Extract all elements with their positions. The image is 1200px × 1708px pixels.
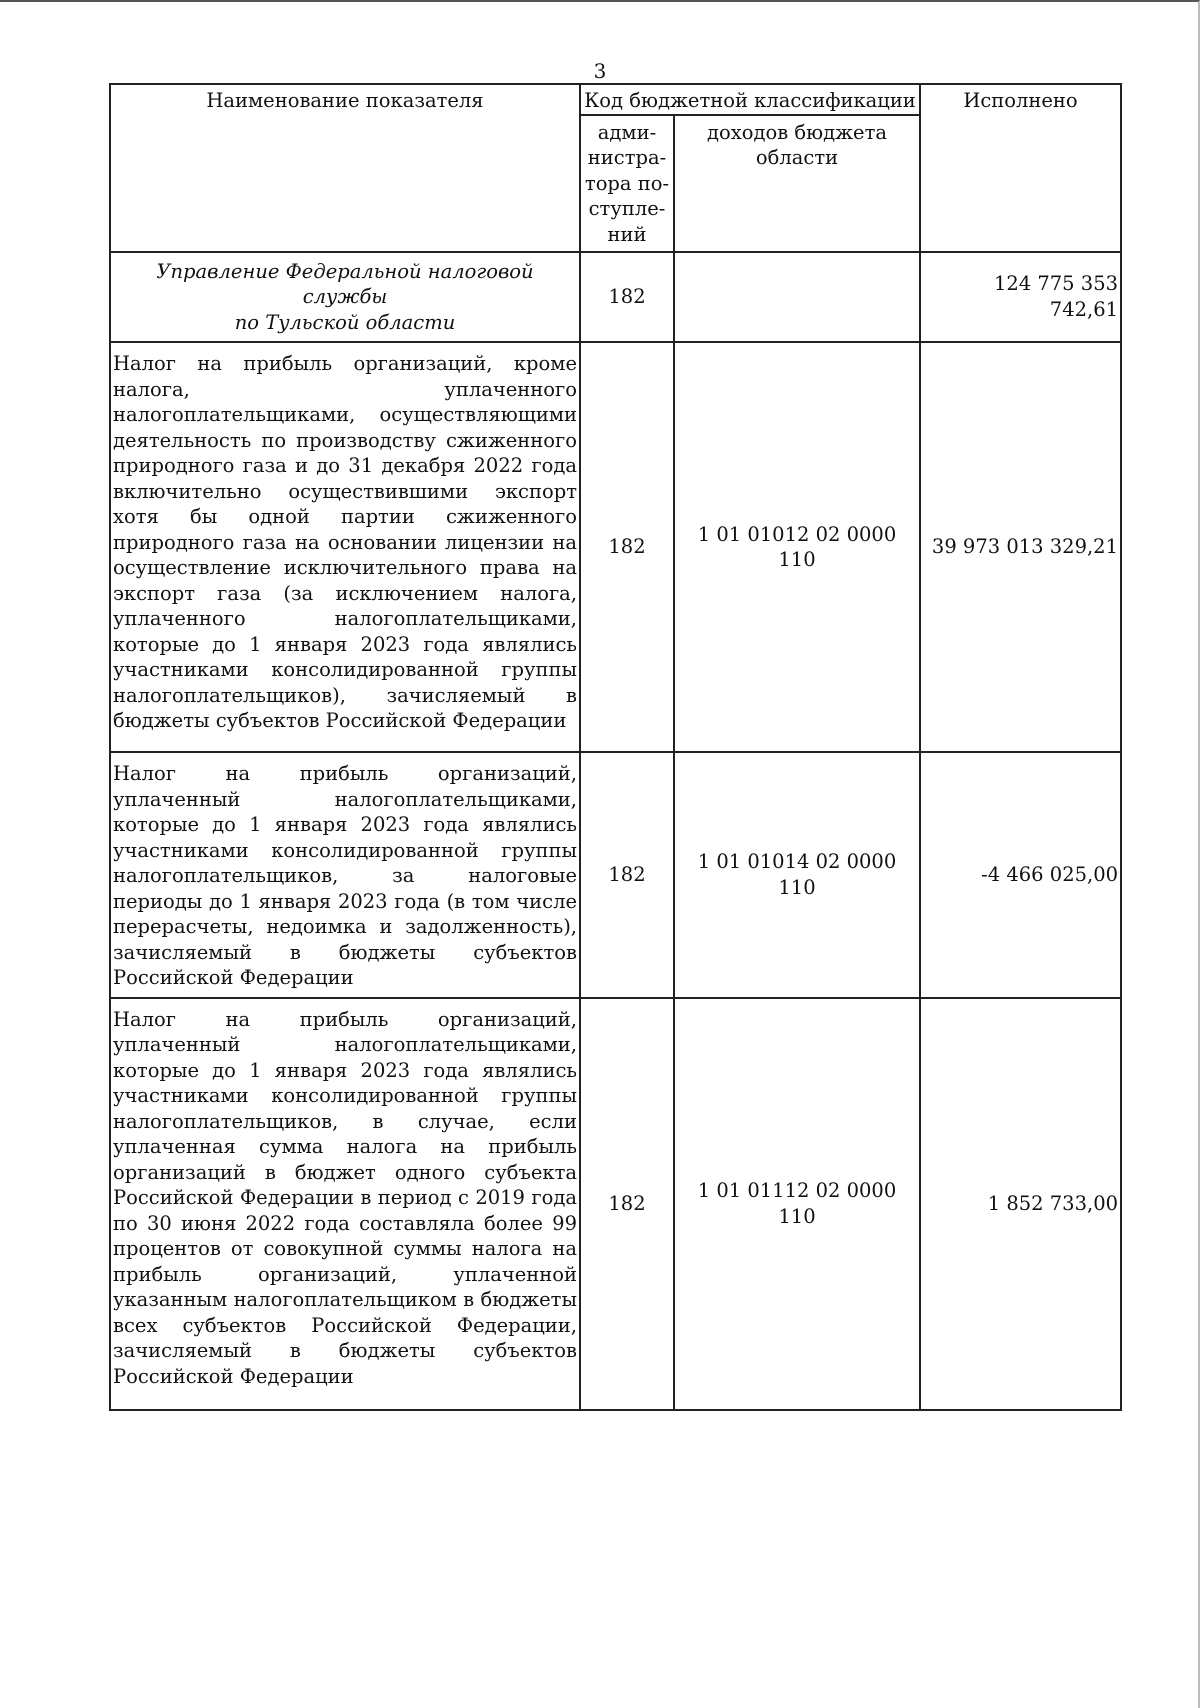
row-executed: 39 973 013 329,21 [920, 342, 1121, 752]
organization-admin-code: 182 [580, 252, 674, 343]
row-description: Налог на прибыль организаций, уплаченный налогоплательщиками, которые до 1 января 2023 года являлись участниками консолидированной группы налогоплательщиков, за налоговые периоды до 1 января 2023 года (в том числе перерасчеты, недоимка и задолженность), зачисляемый в бюджеты субъектов Российской Федерации [110, 752, 580, 998]
row-revenue-code: 1 01 01112 02 0000 110 [674, 998, 920, 1410]
row-description: Налог на прибыль организаций, кроме налога, уплаченного налогоплательщиками, осуществляющими деятельность по производству сжиженного природного газа и до 31 декабря 2022 года включительно осуществившими экспорт хотя бы одной партии сжиженного природного газа на основании лицензии на осуществление исключительного права на экспорт газа (за исключением налога, уплаченного налогоплательщиками, которые до 1 января 2023 года являлись участниками консолидированной группы налогоплательщиков), зачисляемый в бюджеты субъектов Российской Федерации [110, 342, 580, 752]
header-executed: Исполнено [920, 84, 1121, 252]
row-admin-code: 182 [580, 752, 674, 998]
row-revenue-code: 1 01 01012 02 0000 110 [674, 342, 920, 752]
row-executed: 1 852 733,00 [920, 998, 1121, 1410]
organization-name: Управление Федеральной налоговой службы по Тульской области [110, 252, 580, 343]
organization-revenue-code [674, 252, 920, 343]
row-revenue-code: 1 01 01014 02 0000 110 [674, 752, 920, 998]
organization-executed: 124 775 353 742,61 [920, 252, 1121, 343]
organization-row [110, 252, 1121, 343]
row-description: Налог на прибыль организаций, уплаченный налогоплательщиками, которые до 1 января 2023 года являлись участниками консолидированной группы налогоплательщиков, в случае, если уплаченная сумма налога на прибыль организаций в бюджет одного субъекта Российской Федерации в период с 2019 года по 30 июня 2022 года составляла более 99 процентов от совокупной суммы налога на прибыль организаций, уплаченной указанным налогоплательщиком в бюджеты всех субъектов Российской Федерации, зачисляемый в бюджеты субъектов Российской Федерации [110, 998, 580, 1410]
table-row [110, 342, 1121, 752]
header-budget-code: Код бюджетной классификации [580, 84, 920, 115]
header-administrator: адми- нистра- тора по- ступле- ний [580, 115, 674, 252]
revenue-table [109, 83, 1122, 1411]
row-admin-code: 182 [580, 998, 674, 1410]
row-admin-code: 182 [580, 342, 674, 752]
row-executed: -4 466 025,00 [920, 752, 1121, 998]
header-revenue: доходов бюджета области [674, 115, 920, 252]
header-row-1 [110, 84, 1121, 115]
table-row [110, 998, 1121, 1410]
table-row [110, 752, 1121, 998]
header-name: Наименование показателя [110, 84, 580, 252]
page-number: 3 [593, 59, 607, 83]
